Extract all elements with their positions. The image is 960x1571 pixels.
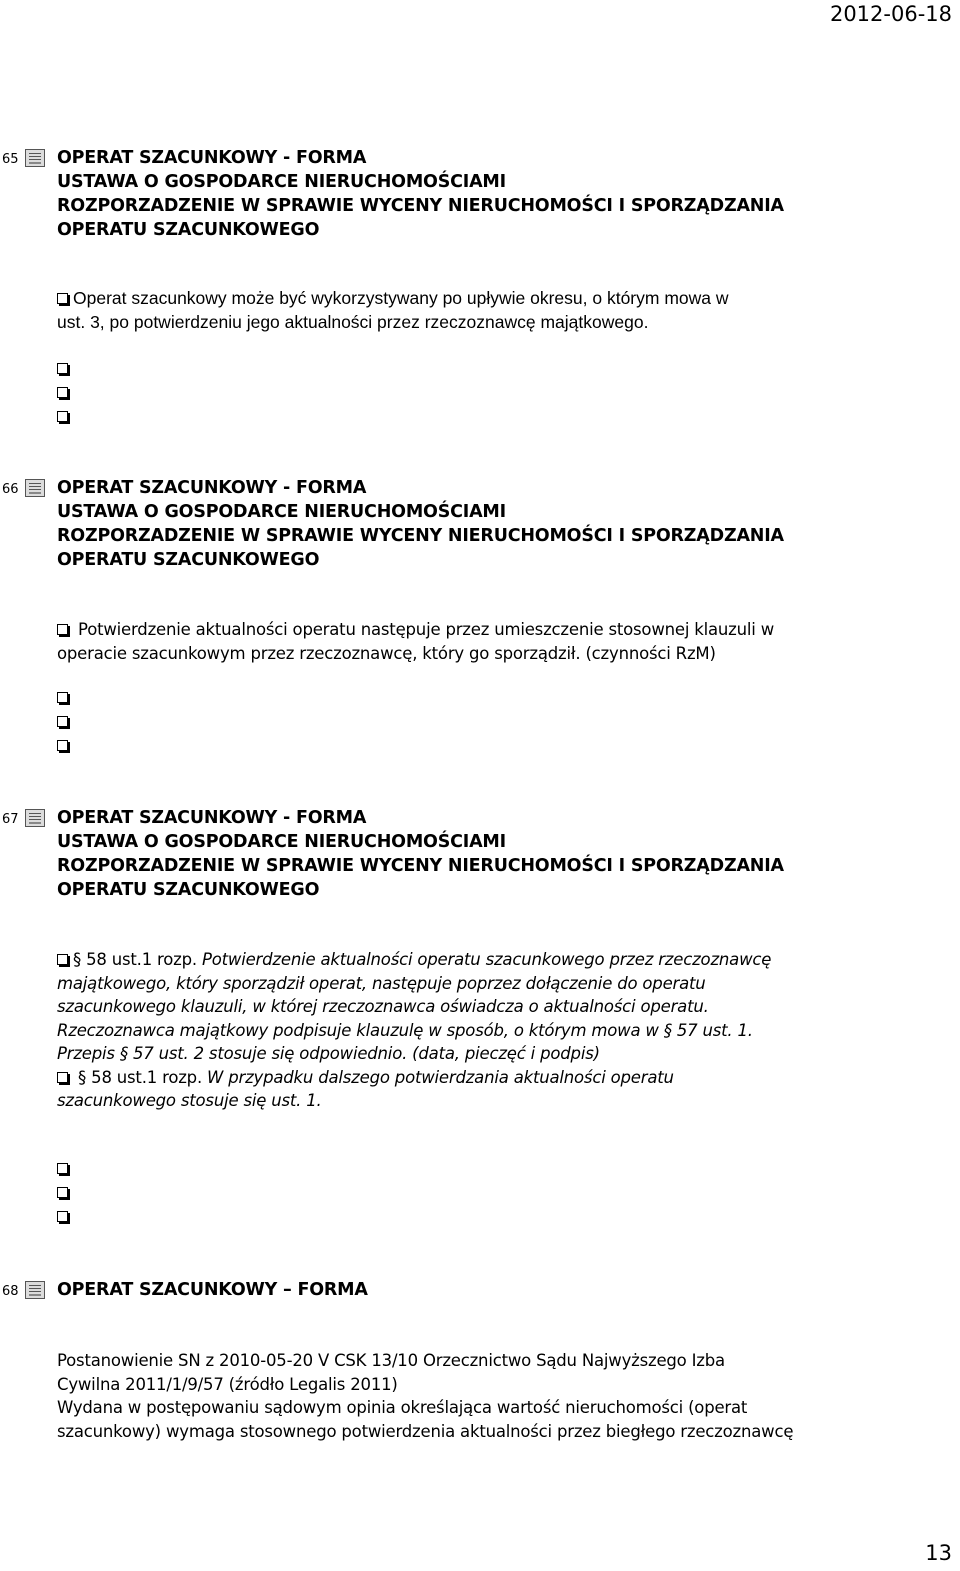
checkbox-bullet-icon — [57, 1187, 68, 1198]
entry-65-body: Operat szacunkowy może być wykorzystywany po upływie okresu, o którym mowa w ust. 3, po potwierdzeniu jego aktualności przez rzeczoznawcę majątkowego. — [57, 288, 729, 332]
page-number: 13 — [925, 1541, 952, 1565]
legal-reference: § 58 ust.1 rozp. — [73, 950, 197, 969]
checkbox-bullet-icon — [57, 954, 68, 965]
entry-number: 65 — [2, 152, 19, 167]
entry-68-body: Postanowienie SN z 2010-05-20 V CSK 13/10 Orzecznictwo Sądu Najwyższego Izba Cywilna 2011/1/9/57 (źródło Legalis 2011) Wydana w postępowaniu sądowym opinia określająca wartość nieruchomości (operat szacunkowy) wymaga stosownego potwierdzenia aktualności przez biegłego rzeczoznawcę — [57, 1351, 794, 1441]
checkbox-bullet-icon — [57, 1163, 68, 1174]
note-icon[interactable] — [25, 809, 45, 827]
checkbox-bullet-icon — [57, 692, 68, 703]
entry-heading: OPERAT SZACUNKOWY – FORMA — [57, 1280, 368, 1300]
entry-heading: OPERAT SZACUNKOWY - FORMA USTAWA O GOSPODARCE NIERUCHOMOŚCIAMI ROZPORZADZENIE W SPRAWIE WYCENY NIERUCHOMOŚCI I SPORZĄDZANIA OPERATU SZACUNKOWEGO — [57, 148, 784, 240]
checkbox-bullet-icon — [57, 624, 68, 635]
note-icon[interactable] — [25, 479, 45, 497]
entry-heading: OPERAT SZACUNKOWY - FORMA USTAWA O GOSPODARCE NIERUCHOMOŚCIAMI ROZPORZADZENIE W SPRAWIE WYCENY NIERUCHOMOŚCI I SPORZĄDZANIA OPERATU SZACUNKOWEGO — [57, 478, 784, 570]
checkbox-bullet-icon — [57, 740, 68, 751]
entry-67-body: § 58 ust.1 rozp. Potwierdzenie aktualności operatu szacunkowego przez rzeczoznawcę majątkowego, który sporządził operat, następuje poprzez dołączenie do operatu szacunkowego klauzuli, w której rzeczoznawca oświadcza o aktualności operatu. Rzeczoznawca majątkowy podpisuje klauzulę w sposób, o którym mowa w § 57 ust. 1. Przepis § 57 ust. 2 stosuje się odpowiednio. (data, pieczęć i podpis) § 58 ust.1 rozp. W przypadku dalszego potwierdzania aktualności operatu szacunkowego stosuje się ust. 1. — [57, 950, 772, 1110]
legal-reference: § 58 ust.1 rozp. — [78, 1067, 202, 1087]
entry-66-body: Potwierdzenie aktualności operatu następuje przez umieszczenie stosownej klauzuli w operacie szacunkowym przez rzeczoznawcę, który go sporządził. (czynności RzM) — [57, 620, 774, 663]
page-date: 2012-06-18 — [829, 2, 952, 26]
checkbox-bullet-icon — [57, 387, 68, 398]
checkbox-bullet-icon — [57, 293, 68, 304]
note-icon[interactable] — [25, 1281, 45, 1299]
entry-number: 67 — [2, 812, 19, 827]
entry-number: 66 — [2, 482, 19, 497]
empty-bullet-list — [57, 359, 73, 431]
checkbox-bullet-icon — [57, 411, 68, 422]
checkbox-bullet-icon — [57, 1211, 68, 1222]
entry-number: 68 — [2, 1284, 19, 1299]
checkbox-bullet-icon — [57, 716, 68, 727]
note-icon[interactable] — [25, 149, 45, 167]
empty-bullet-list — [57, 688, 73, 760]
empty-bullet-list — [57, 1159, 73, 1231]
checkbox-bullet-icon — [57, 363, 68, 374]
checkbox-bullet-icon — [57, 1072, 68, 1083]
entry-heading: OPERAT SZACUNKOWY - FORMA USTAWA O GOSPODARCE NIERUCHOMOŚCIAMI ROZPORZADZENIE W SPRAWIE WYCENY NIERUCHOMOŚCI I SPORZĄDZANIA OPERATU SZACUNKOWEGO — [57, 808, 784, 900]
